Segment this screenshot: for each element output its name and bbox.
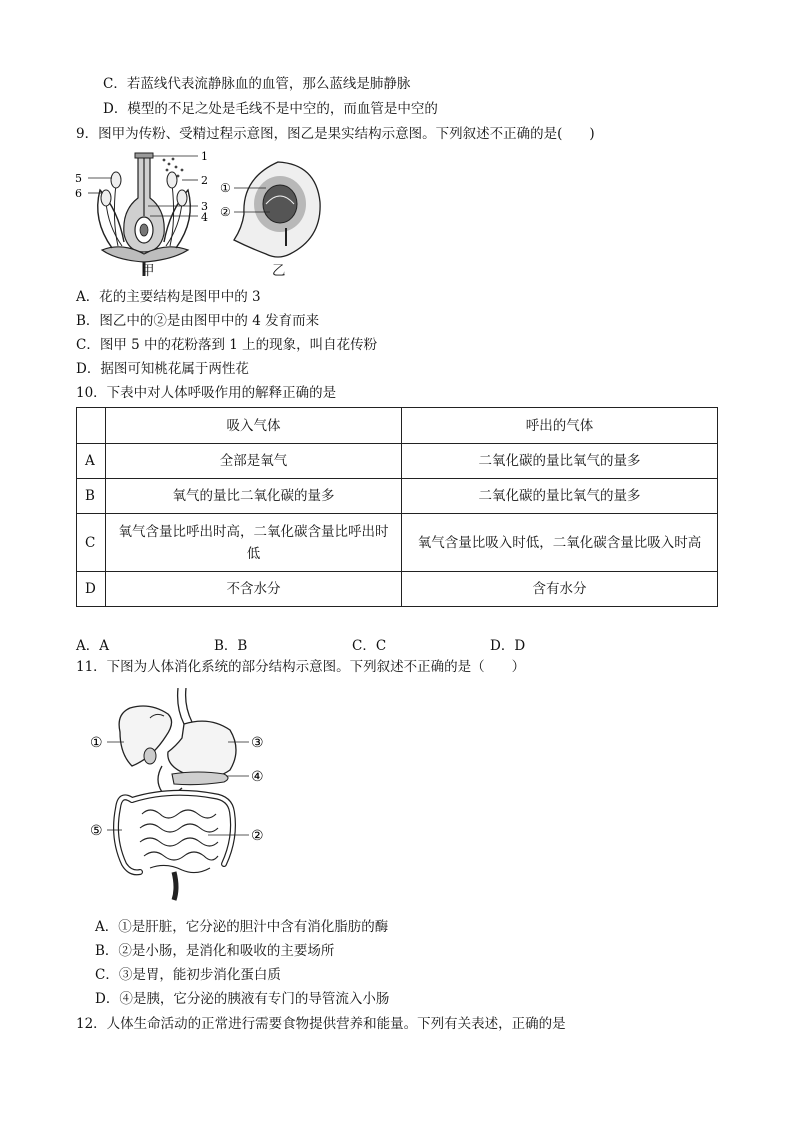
q9-option-d: D．据图可知桃花属于两性花 (76, 361, 249, 377)
q10-stem: 10．下表中对人体呼吸作用的解释正确的是 (76, 385, 337, 401)
table-row (77, 444, 718, 479)
q9-option-c: C．图甲 5 中的花粉落到 1 上的现象，叫自花传粉 (76, 337, 378, 353)
q8-option-c: C．若蓝线代表流静脉血的血管，那么蓝线是肺静脉 (103, 76, 411, 92)
table-header-inhaled: 吸入气体 (106, 408, 402, 444)
table-row (77, 572, 718, 607)
q8-option-d: D．模型的不足之处是毛线不是中空的，而血管是中空的 (103, 101, 438, 117)
table-row (77, 479, 718, 514)
table-header-exhaled: 呼出的气体 (402, 408, 718, 444)
fig-jia-label-1: 1 (201, 150, 208, 163)
q9-stem: 9．图甲为传粉、受精过程示意图，图乙是果实结构示意图。下列叙述不正确的是( ) (76, 126, 595, 142)
table-header-row (77, 408, 718, 444)
table-row-label: B (77, 479, 106, 514)
fig-jia-label-4: 4 (201, 211, 208, 224)
fig-jia-label-2: 2 (201, 174, 208, 187)
table-cell: 氧气含量比吸入时低，二氧化碳含量比吸入时高 (402, 514, 718, 572)
table-cell: 二氧化碳的量比氧气的量多 (402, 479, 718, 514)
table-cell: 二氧化碳的量比氧气的量多 (402, 444, 718, 479)
q11-option-a: A．①是肝脏，它分泌的胆汁中含有消化脂肪的酶 (95, 919, 389, 935)
fig-yi-caption: 乙 (272, 263, 286, 279)
fig-jia-caption: 甲 (141, 263, 155, 279)
figure-flower-jia (72, 150, 220, 278)
q11-option-b: B．②是小肠，是消化和吸收的主要场所 (95, 943, 335, 959)
fig-jia-label-3: 3 (201, 200, 208, 213)
fig-digestive-label-5: ⑤ (90, 823, 103, 839)
q11-option-d: D．④是胰，它分泌的胰液有专门的导管流入小肠 (95, 991, 390, 1007)
fig-yi-label-2: ② (220, 205, 231, 219)
respiration-table (76, 407, 718, 607)
table-cell: 氧气含量比呼出时高，二氧化碳含量比呼出时低 (106, 514, 402, 572)
q10-option-b: B．B (214, 638, 248, 654)
q10-option-d: D．D (490, 638, 526, 654)
q10-option-a: A．A (76, 638, 109, 654)
fig-digestive-label-3: ③ (251, 735, 264, 751)
q11-stem: 11．下图为人体消化系统的部分结构示意图。下列叙述不正确的是（ ） (76, 659, 526, 675)
q9-option-b: B．图乙中的②是由图甲中的 4 发育而来 (76, 313, 320, 329)
fig-digestive-label-2: ② (251, 828, 264, 844)
figure-fruit-yi (220, 158, 330, 260)
table-header-corner (77, 408, 106, 444)
table-row (77, 514, 718, 572)
q11-option-c: C．③是胃，能初步消化蛋白质 (95, 967, 281, 983)
fig-jia-label-5: 5 (75, 172, 82, 185)
table-cell: 全部是氧气 (106, 444, 402, 479)
fig-yi-label-1: ① (220, 181, 231, 195)
table-cell: 含有水分 (402, 572, 718, 607)
fig-jia-label-6: 6 (75, 187, 82, 200)
table-row-label: C (77, 514, 106, 572)
fig-digestive-label-4: ④ (251, 769, 264, 785)
fig-digestive-label-1: ① (90, 735, 103, 751)
table-row-label: D (77, 572, 106, 607)
figure-digestive-system (90, 688, 276, 904)
q10-option-c: C．C (352, 638, 387, 654)
table-cell: 不含水分 (106, 572, 402, 607)
q12-stem: 12．人体生命活动的正常进行需要食物提供营养和能量。下列有关表述，正确的是 (76, 1016, 566, 1032)
q9-option-a: A．花的主要结构是图甲中的 3 (76, 289, 261, 305)
table-row-label: A (77, 444, 106, 479)
table-cell: 氧气的量比二氧化碳的量多 (106, 479, 402, 514)
